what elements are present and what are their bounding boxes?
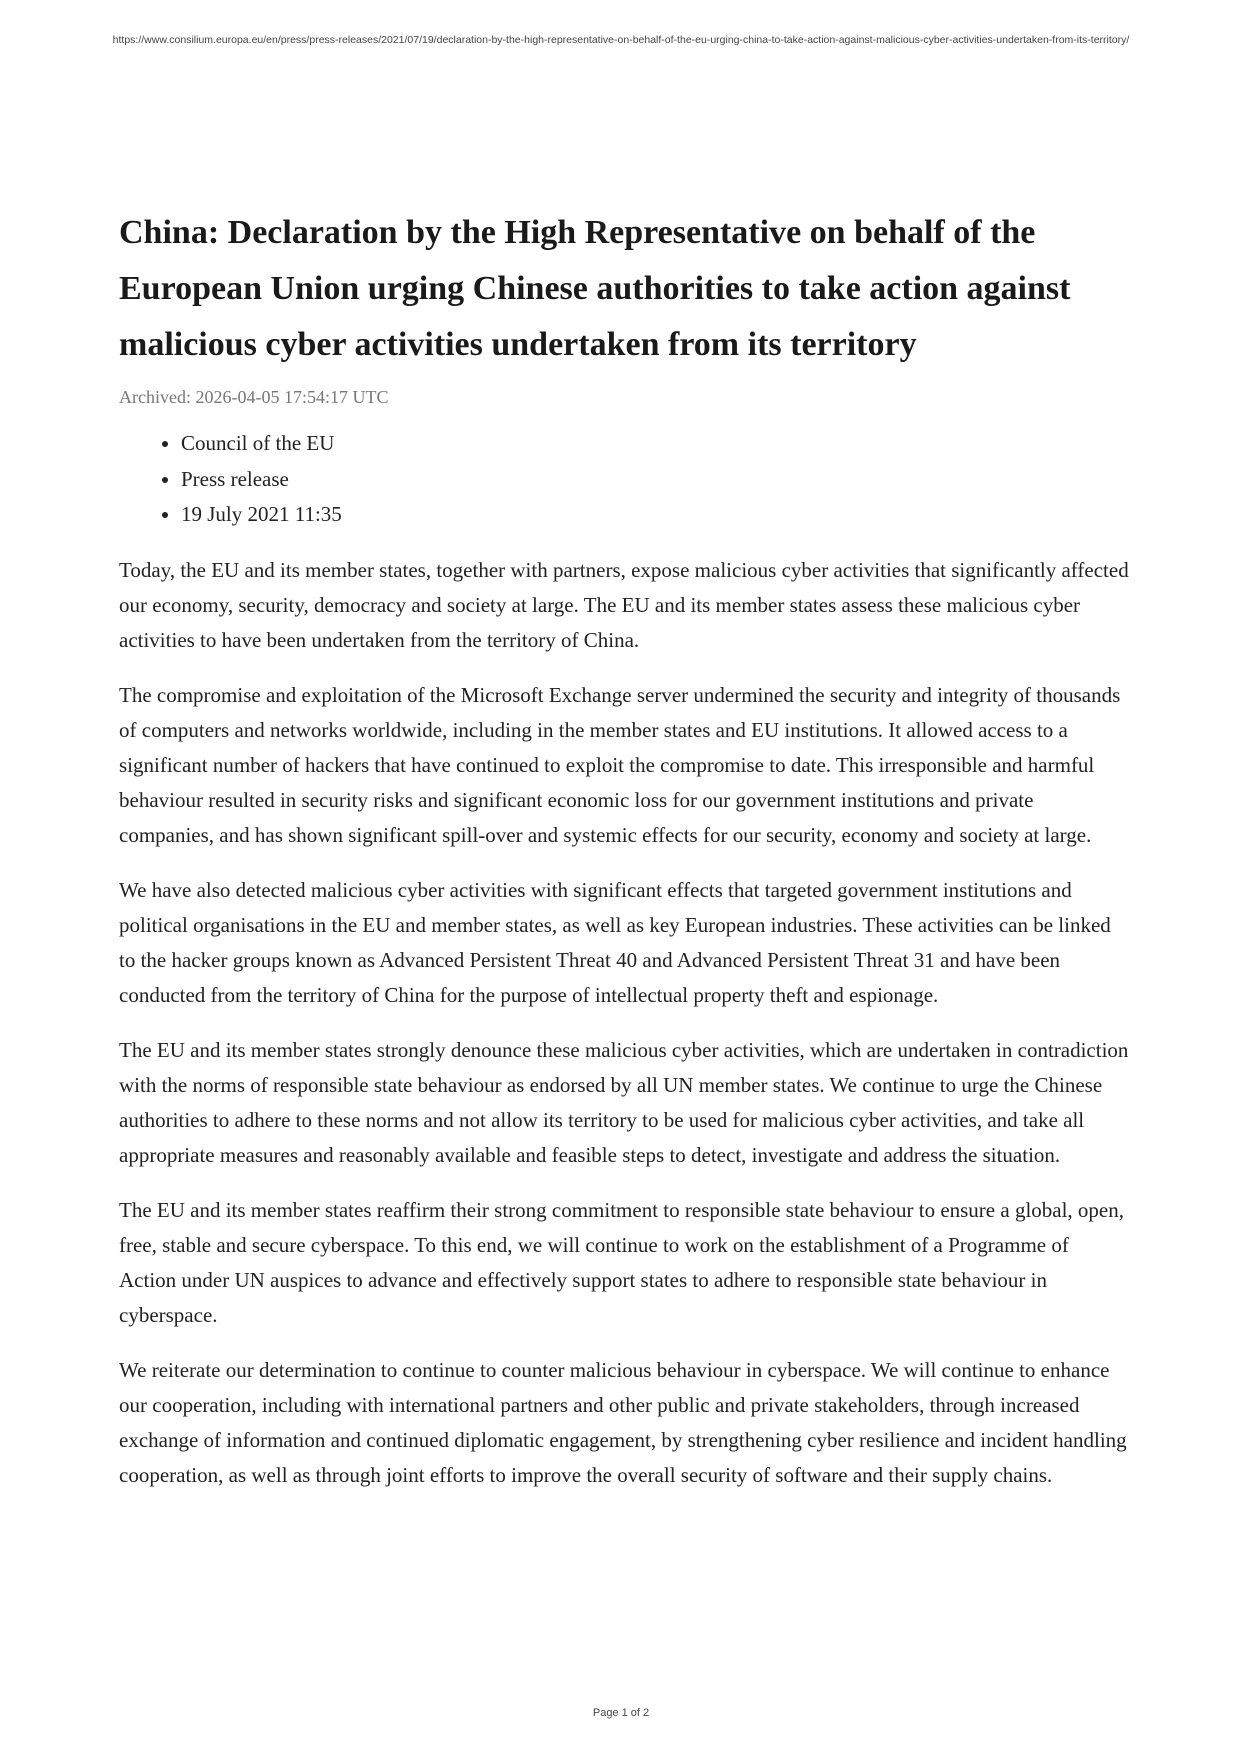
meta-item-source: • Council of the EU bbox=[181, 426, 1129, 462]
meta-list bbox=[119, 426, 1129, 533]
page-title: China: Declaration by the High Representative on behalf of the European Union urging Chinese authorities to take action against malicious cyber activities undertaken from its territory bbox=[119, 214, 1071, 363]
page-number: Page 1 of 2 bbox=[592, 1707, 650, 1719]
meta-item-type: • Press release bbox=[181, 462, 1129, 498]
paragraph: We have also detected malicious cyber activities with significant effects that targeted government institutions and political organisations in the EU and member states, as well as key European industries. These activities can be linked to the hacker groups known as Advanced Persistent Threat 40 and Advanced Persistent Threat 31 and have been conducted from the territory of China for the purpose of intellectual property theft and espionage. bbox=[119, 877, 1111, 1007]
paragraph: Today, the EU and its member states, together with partners, expose malicious cyber activities that significantly affected our economy, security, democracy and society at large. The EU and its member states assess these malicious cyber activities to have been undertaken from the territory of China. bbox=[119, 557, 1129, 652]
paragraph: We reiterate our determination to continue to counter malicious behaviour in cyberspace. We will continue to enhance our cooperation, including with international partners and other public and private stakeholders, through increased exchange of information and continued diplomatic engagement, by strengthening cyber resilience and incident handling cooperation, as well as through joint efforts to improve the overall security of software and their supply chains. bbox=[119, 1357, 1127, 1487]
paragraph: The compromise and exploitation of the Microsoft Exchange server undermined the security and integrity of thousands of computers and networks worldwide, including in the member states and EU institutions. It allowed access to a significant number of hackers that have continued to exploit the compromise to date. This irresponsible and harmful behaviour resulted in security risks and significant economic loss for our government institutions and private companies, and has shown significant spill-over and systemic effects for our security, economy and society at large. bbox=[119, 682, 1121, 847]
meta-item-date: • 19 July 2021 11:35 bbox=[181, 497, 1129, 533]
paragraph: The EU and its member states reaffirm their strong commitment to responsible state behaviour to ensure a global, open, free, stable and secure cyberspace. To this end, we will continue to work on the establishment of a Programme of Action under UN auspices to advance and effectively support states to adhere to responsible state behaviour in cyberspace. bbox=[119, 1197, 1125, 1327]
paragraph: The EU and its member states strongly denounce these malicious cyber activities, which are undertaken in contradiction with the norms of responsible state behaviour as endorsed by all UN member states. We continue to urge the Chinese authorities to adhere to these norms and not allow its territory to be used for malicious cyber activities, and take all appropriate measures and reasonably available and feasible steps to detect, investigate and address the situation. bbox=[119, 1037, 1129, 1167]
article bbox=[119, 205, 1129, 1493]
source-url: https://www.consilium.europa.eu/en/press/press-releases/2021/07/19/declaration-by-the-high-representative-on-behalf-of-the-eu-urging-china-to-take-action-against-malicious-cyber-activities-undertaken-from-its-territory/ bbox=[112, 34, 1130, 46]
archived-timestamp: Archived: 2026-04-05 17:54:17 UTC bbox=[119, 387, 389, 407]
